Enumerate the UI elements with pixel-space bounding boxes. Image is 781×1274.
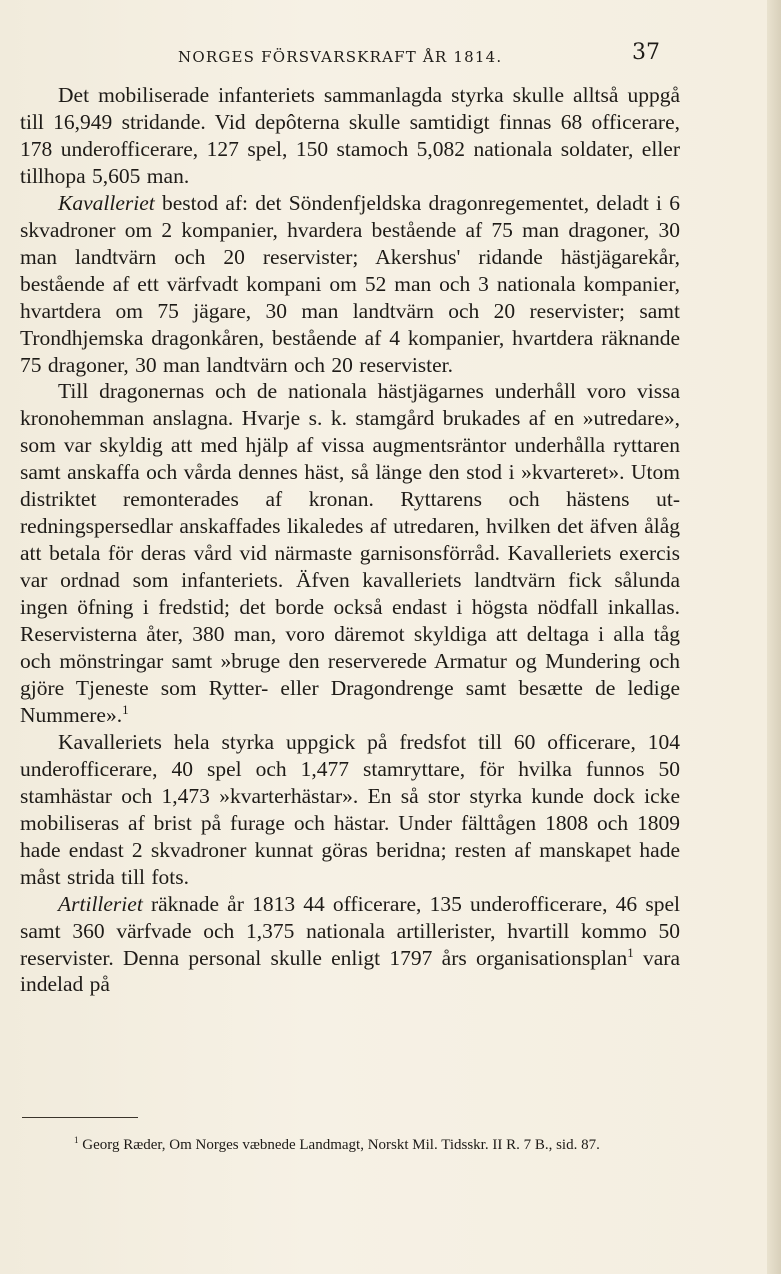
paragraph — [20, 891, 680, 999]
running-title: NORGES FÖRSVARSKRAFT ÅR 1814. — [178, 48, 503, 66]
footnote — [22, 1135, 677, 1155]
section-term: Kavalleriet — [58, 190, 155, 215]
paragraph-text: Det mobiliserade infanteriets sammanlagda styrka skulle alltså uppgå till 16,949 stridande. Vid depôterna skulle samtidigt finnas 68 officerare, 178 underofficerare, 127 spel, 150 stamoch 5,082 nationala soldater, eller tillhopa 5,605 man. — [20, 83, 680, 188]
footnote-rule — [22, 1117, 138, 1118]
page-header — [30, 40, 660, 74]
paragraph-text: vara indelad på — [20, 945, 681, 997]
paragraph — [20, 729, 680, 891]
paragraph-text: räknade år 1813 44 officerare, 135 underofficerare, 46 spel samt 360 värfvade och 1,375 nationala artillerister, hvartill kommo 50 reservister. Denna personal skulle enligt 1797 års organisationsplan — [20, 891, 680, 970]
paragraph — [20, 82, 680, 190]
page-number: 37 — [632, 40, 660, 65]
paragraph-text: Kavalleriets hela styrka uppgick på fredsfot till 60 officerare, 104 underofficerare, 40 spel och 1,477 stamryttare, för hvilka funnos 50 stamhästar och 1,473 »kvarterhästar». En så stor styrka kunde dock icke mobiliseras af brist på furage och hästar. Under fälttågen 1808 och 1809 hade endast 2 skvadroner kunnat göras beridna; resten af manskapet hade måst strida till fots. — [20, 729, 680, 889]
footnote-reference: 1 — [122, 702, 129, 717]
body-text — [20, 82, 680, 998]
page-edge — [767, 0, 781, 1274]
footnote-reference: 1 — [627, 945, 634, 960]
section-term: Artilleriet — [58, 891, 143, 916]
paragraph-text: bestod af: det Söndenfjeldska dragonregementet, deladt i 6 skvadroner om 2 kompanier, hvardera bestående af 75 man dragoner, 30 man landtvärn och 20 reservister; Akershus' ridande hästjägarekår, bestående af ett värfvadt kompani om 52 man och 3 nationala kompanier, hvartdera om 75 jägare, 30 man landtvärn och 20 reservister; samt Trondhjemska dragonkåren, bestående af 4 kompanier, hvartdera räknande 75 dragoner, 30 man landtvärn och 20 reservister. — [20, 190, 680, 377]
footnote-marker: 1 — [74, 1135, 79, 1145]
paragraph — [20, 190, 680, 379]
footnote-text: Georg Ræder, Om Norges væbnede Landmagt, Norskt Mil. Tidsskr. II R. 7 B., sid. 87. — [78, 1137, 600, 1153]
paragraph-text: Till dragonernas och de nationala hästjägarnes underhåll voro vissa kronohemman anslagna. Hvarje s. k. stamgård brukades af en »utredare», som var skyldig att med hjälp af vissa augmentsräntor underhålla ryttaren samt anskaffa och vårda dennes häst, så länge den stod i »kvarteret». Utom distriktet remonterades af kronan. Ryttarens och hästens utredningspersedlar anskaffades likaledes af utredaren, hvilken det äfven ålåg att betala för deras vård vid närmaste garnisonsförråd. Kavalleriets exercis var ordnad som infanteriets. Äfven kavalleriets landtvärn fick sålunda ingen öfning i fredstid; det borde också endast i högsta nödfall inkallas. Reservisterna åter, 380 man, voro däremot skyldiga att deltaga i alla tåg och mönstringar samt »bruge den reserverede Armatur og Mundering och gjöre Tjeneste som Rytter- eller Dragondrenge samt besætte de ledige Nummere». — [20, 379, 680, 727]
paragraph — [20, 378, 680, 728]
